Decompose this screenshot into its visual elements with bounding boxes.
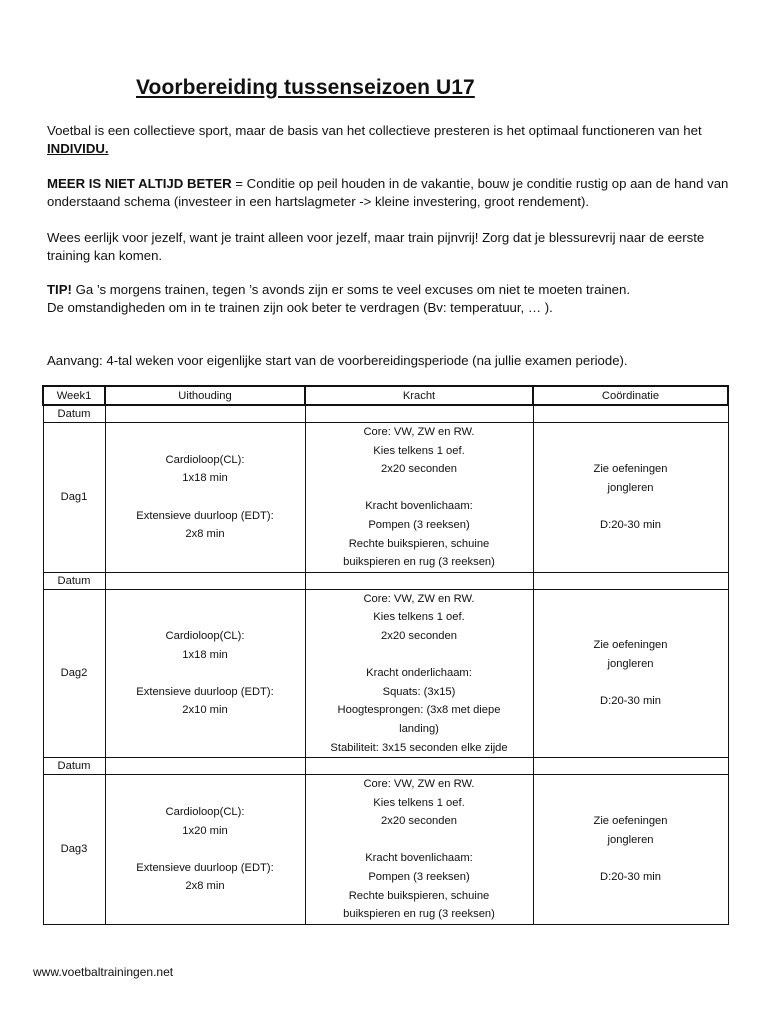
datum-entry-cell <box>105 405 305 423</box>
intro-text: Wees eerlijk voor jezelf, want je traint alleen voor jezelf, maar train pijnvrij! Zorg dat je blessurevrij naar de eerste training kan komen. <box>47 230 705 263</box>
datum-entry-cell <box>105 758 305 775</box>
coordinatie-cell <box>533 589 728 757</box>
kracht-line: Kies telkens 1 oef. <box>373 611 465 624</box>
day-label: Dag2 <box>43 589 105 757</box>
datum-entry-cell <box>305 758 533 775</box>
uithouding-line: Extensieve duurloop (EDT): <box>136 685 274 698</box>
page-title: Voorbereiding tussenseizoen U17 <box>136 76 475 99</box>
uithouding-line: 2x8 min <box>185 528 225 541</box>
day-label: Dag3 <box>43 775 105 925</box>
tip-line-1: Ga ’s morgens trainen, tegen ’s avonds zijn er soms te veel excuses om niet te moeten trainen. <box>71 282 630 297</box>
uithouding-line: 1x20 min <box>182 824 228 837</box>
uithouding-line: Extensieve duurloop (EDT): <box>136 861 274 874</box>
kracht-line: Hoogtesprongen: (3x8 met diepe <box>337 704 501 717</box>
aanvang-paragraph: Aanvang: 4-tal weken voor eigenlijke start van de voorbereidingsperiode (na jullie examen periode). <box>47 353 628 368</box>
uithouding-line: 2x10 min <box>182 704 228 717</box>
kracht-line: Core: VW, ZW en RW. <box>363 592 475 605</box>
intro-paragraph-3 <box>47 229 737 264</box>
datum-entry-cell <box>105 572 305 589</box>
intro-paragraph-1 <box>47 122 737 157</box>
datum-entry-cell <box>305 572 533 589</box>
coordinatie-line: D:20-30 min <box>600 518 661 531</box>
coordinatie-line: Zie oefeningen <box>593 463 668 476</box>
uithouding-line: 2x8 min <box>185 880 225 893</box>
header-week: Week1 <box>43 386 105 405</box>
datum-entry-cell <box>305 405 533 423</box>
coordinatie-line: jongleren <box>607 833 654 846</box>
intro-paragraph-2 <box>47 175 737 210</box>
kracht-line: Core: VW, ZW en RW. <box>363 426 475 438</box>
datum-entry-cell <box>533 405 728 423</box>
header-kracht: Kracht <box>305 386 533 405</box>
coordinatie-line: Zie oefeningen <box>593 815 668 828</box>
footer-url: www.voetbaltrainingen.net <box>33 965 174 979</box>
kracht-line: Kracht bovenlichaam: <box>365 500 473 513</box>
kracht-line: 2x20 seconden <box>381 463 457 476</box>
kracht-line: 2x20 seconden <box>381 815 457 828</box>
uithouding-line: 1x18 min <box>182 648 228 661</box>
coordinatie-line: jongleren <box>607 481 654 494</box>
kracht-line: Kies telkens 1 oef. <box>373 444 465 457</box>
schedule-table <box>42 385 729 925</box>
kracht-line: Squats: (3x15) <box>382 685 456 698</box>
intro-text: = Conditie op peil houden in de vakantie, bouw je conditie rustig op aan de hand van onderstaand schema (investeer in een hartslagmeter -> kleine investering, groot rendement). <box>47 176 729 209</box>
kracht-line: Kracht bovenlichaam: <box>365 852 473 865</box>
coordinatie-line: Zie oefeningen <box>593 639 668 652</box>
datum-row <box>43 572 728 589</box>
kracht-cell <box>305 423 533 573</box>
uithouding-line: 1x18 min <box>182 472 228 485</box>
kracht-line: Rechte buikspieren, schuine <box>348 889 490 902</box>
uithouding-line: Extensieve duurloop (EDT): <box>136 509 274 522</box>
coordinatie-cell <box>533 775 728 925</box>
uithouding-line: Cardioloop(CL): <box>165 805 245 818</box>
kracht-cell <box>305 589 533 757</box>
coordinatie-line: D:20-30 min <box>600 871 661 884</box>
kracht-cell <box>305 775 533 925</box>
coordinatie-line: jongleren <box>607 657 654 670</box>
kracht-line: Pompen (3 reeksen) <box>368 518 470 531</box>
day-row <box>43 775 728 925</box>
uithouding-cell <box>105 589 305 757</box>
datum-label: Datum <box>43 572 105 589</box>
tip-label: TIP! <box>47 282 72 297</box>
uithouding-line: Cardioloop(CL): <box>165 453 245 466</box>
coordinatie-cell <box>533 423 728 573</box>
individu-emphasis: INDIVIDU. <box>47 140 109 156</box>
coordinatie-line: D:20-30 min <box>600 695 661 708</box>
kracht-line: buikspieren en rug (3 reeksen) <box>343 908 495 921</box>
kracht-line: Core: VW, ZW en RW. <box>363 778 475 791</box>
header-uithouding: Uithouding <box>105 386 305 405</box>
kracht-line: Stabiliteit: 3x15 seconden elke zijde <box>330 741 508 754</box>
datum-label: Datum <box>43 405 105 423</box>
datum-entry-cell <box>533 758 728 775</box>
uithouding-cell <box>105 423 305 573</box>
kracht-line: 2x20 seconden <box>381 629 457 642</box>
intro-text: Voetbal is een collectieve sport, maar de basis van het collectieve presteren is het optimaal functioneren van het <box>47 123 702 138</box>
day-row <box>43 589 728 757</box>
table-header-row <box>43 386 728 405</box>
datum-row <box>43 405 728 423</box>
datum-row <box>43 758 728 775</box>
header-coordinatie: Coördinatie <box>533 386 728 405</box>
day-label: Dag1 <box>43 423 105 573</box>
datum-label: Datum <box>43 758 105 775</box>
datum-entry-cell <box>533 572 728 589</box>
uithouding-line: Cardioloop(CL): <box>165 629 245 642</box>
meer-emphasis: MEER IS NIET ALTIJD BETER <box>47 176 232 191</box>
kracht-line: Kies telkens 1 oef. <box>373 796 465 809</box>
tip-line-2: De omstandigheden om in te trainen zijn ook beter te verdragen (Bv: temperatuur, … ). <box>47 299 553 315</box>
uithouding-cell <box>105 775 305 925</box>
kracht-line: Pompen (3 reeksen) <box>368 871 470 884</box>
kracht-line: Rechte buikspieren, schuine <box>348 537 490 550</box>
day-row <box>43 423 728 573</box>
kracht-line: buikspieren en rug (3 reeksen) <box>343 556 495 569</box>
kracht-line: Kracht onderlichaam: <box>366 667 472 680</box>
tip-paragraph <box>47 281 737 316</box>
kracht-line: landing) <box>399 722 439 735</box>
schedule-body <box>43 405 728 924</box>
